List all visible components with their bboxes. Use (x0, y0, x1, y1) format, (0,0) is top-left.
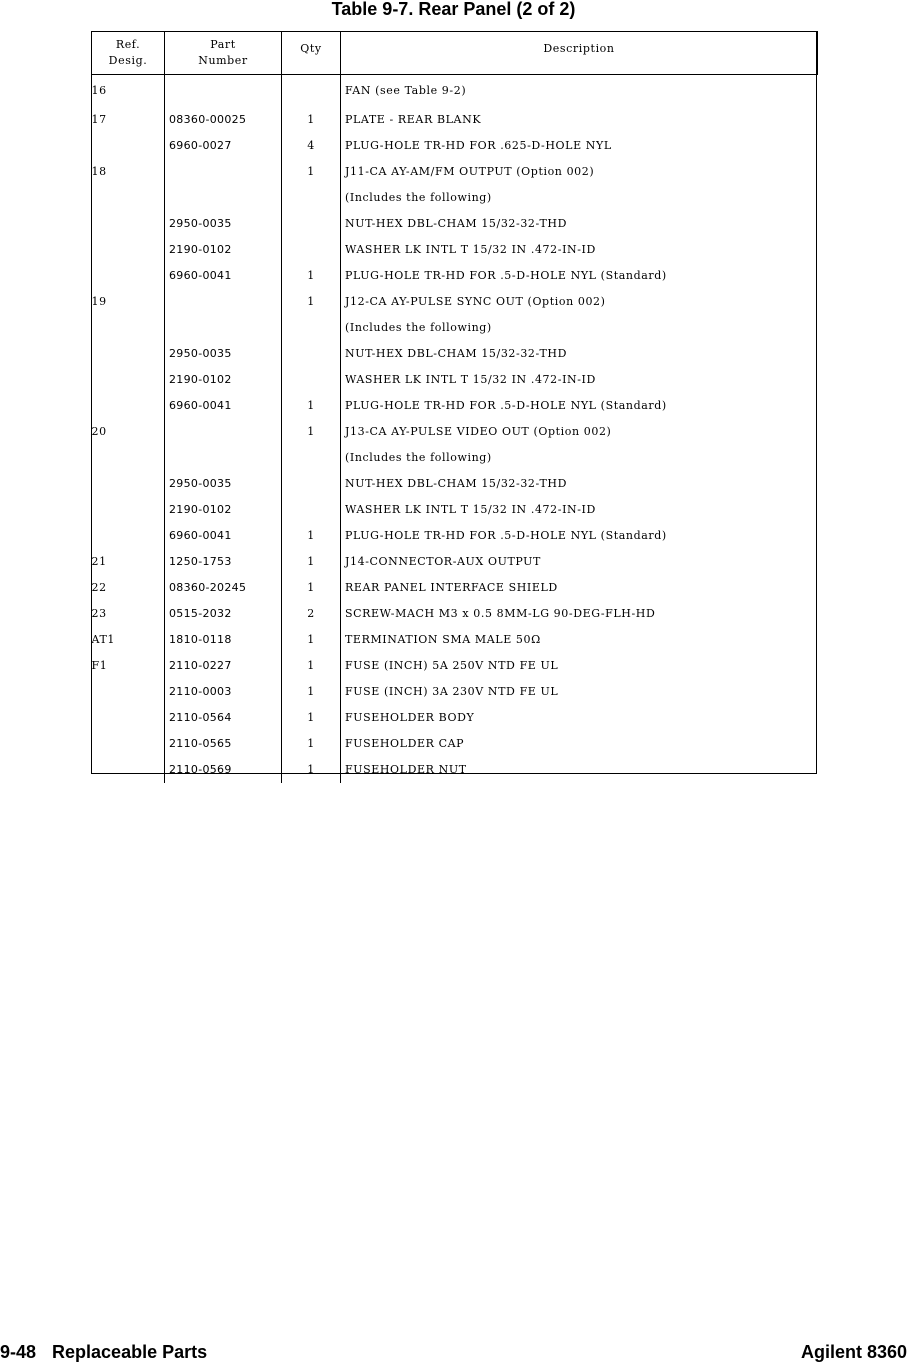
description-cell: SCREW-MACH M3 x 0.5 8MM-LG 90-DEG-FLH-HD (341, 601, 818, 627)
qty-cell: 4 (282, 133, 341, 159)
header-ref-line1: Ref. (115, 38, 141, 51)
ref-desig-cell (92, 705, 165, 731)
ref-desig-cell (92, 263, 165, 289)
table-row (92, 471, 818, 497)
description-cell: WASHER LK INTL T 15/32 IN .472-IN-ID (341, 497, 818, 523)
qty-cell: 1 (282, 523, 341, 549)
table-title: Table 9-7. Rear Panel (2 of 2) (331, 0, 576, 19)
table-row (92, 263, 818, 289)
table-row (92, 367, 818, 393)
part-number-cell: 2110-0569 (165, 757, 282, 783)
qty-cell: 1 (282, 731, 341, 757)
table-row (92, 575, 818, 601)
part-number-cell (165, 315, 282, 341)
qty-cell (282, 185, 341, 211)
part-number-cell: 2950-0035 (165, 471, 282, 497)
page-footer-left (0, 1341, 207, 1363)
table-row (92, 341, 818, 367)
qty-cell: 1 (282, 289, 341, 315)
table-row (92, 601, 818, 627)
ref-desig-cell (92, 523, 165, 549)
ref-desig-cell (92, 731, 165, 757)
table-row (92, 523, 818, 549)
part-number-cell (165, 159, 282, 185)
qty-cell (282, 497, 341, 523)
table-row (92, 289, 818, 315)
ref-desig-cell (92, 471, 165, 497)
ref-desig-cell (92, 679, 165, 705)
ref-desig-cell (92, 393, 165, 419)
part-number-cell: 2190-0102 (165, 237, 282, 263)
parts-table (91, 31, 818, 783)
part-number-cell: 2110-0565 (165, 731, 282, 757)
ref-desig-cell: F1 (92, 653, 165, 679)
product-name: Agilent 8360 (800, 1342, 907, 1362)
table-row (92, 653, 818, 679)
ref-desig-cell: 16 (92, 75, 165, 108)
description-cell: FUSEHOLDER BODY (341, 705, 818, 731)
ref-desig-cell (92, 367, 165, 393)
table-row (92, 627, 818, 653)
qty-cell (282, 211, 341, 237)
part-number-cell: 1810-0118 (165, 627, 282, 653)
part-number-cell (165, 445, 282, 471)
part-number-cell: 2110-0227 (165, 653, 282, 679)
part-number-cell (165, 75, 282, 108)
ref-desig-cell: 23 (92, 601, 165, 627)
description-cell: REAR PANEL INTERFACE SHIELD (341, 575, 818, 601)
qty-cell: 1 (282, 263, 341, 289)
qty-cell (282, 445, 341, 471)
ref-desig-cell (92, 445, 165, 471)
qty-cell: 1 (282, 679, 341, 705)
header-ref-desig (92, 32, 165, 75)
part-number-cell (165, 289, 282, 315)
qty-cell (282, 471, 341, 497)
header-ref-line2: Desig. (108, 54, 148, 67)
table-row (92, 497, 818, 523)
qty-cell (282, 367, 341, 393)
table-row (92, 705, 818, 731)
part-number-cell (165, 185, 282, 211)
description-cell: NUT-HEX DBL-CHAM 15/32-32-THD (341, 211, 818, 237)
table-row (92, 679, 818, 705)
description-cell: FAN (see Table 9-2) (341, 75, 818, 108)
description-cell: NUT-HEX DBL-CHAM 15/32-32-THD (341, 341, 818, 367)
part-number-cell: 6960-0041 (165, 523, 282, 549)
qty-cell (282, 237, 341, 263)
description-cell: WASHER LK INTL T 15/32 IN .472-IN-ID (341, 367, 818, 393)
ref-desig-cell: 21 (92, 549, 165, 575)
description-cell: (Includes the following) (341, 445, 818, 471)
description-cell: PLUG-HOLE TR-HD FOR .5-D-HOLE NYL (Standard) (341, 263, 818, 289)
ref-desig-cell (92, 497, 165, 523)
table-row (92, 315, 818, 341)
qty-cell (282, 75, 341, 108)
qty-cell: 2 (282, 601, 341, 627)
qty-cell: 1 (282, 393, 341, 419)
part-number-cell: 2950-0035 (165, 341, 282, 367)
ref-desig-cell (92, 237, 165, 263)
part-number-cell: 1250-1753 (165, 549, 282, 575)
section-title: Replaceable Parts (52, 1342, 208, 1362)
part-number-cell: 6960-0041 (165, 263, 282, 289)
table-row (92, 133, 818, 159)
table-row (92, 445, 818, 471)
description-cell: PLUG-HOLE TR-HD FOR .5-D-HOLE NYL (Standard) (341, 393, 818, 419)
part-number-cell: 0515-2032 (165, 601, 282, 627)
qty-cell: 1 (282, 549, 341, 575)
header-part-number (165, 32, 282, 75)
qty-cell: 1 (282, 705, 341, 731)
description-cell: NUT-HEX DBL-CHAM 15/32-32-THD (341, 471, 818, 497)
ref-desig-cell (92, 315, 165, 341)
header-part-line1: Part (210, 38, 236, 51)
table-row (92, 75, 818, 108)
description-cell: FUSE (INCH) 5A 250V NTD FE UL (341, 653, 818, 679)
table-row (92, 393, 818, 419)
table-row (92, 419, 818, 445)
description-cell: PLUG-HOLE TR-HD FOR .5-D-HOLE NYL (Standard) (341, 523, 818, 549)
qty-cell: 1 (282, 653, 341, 679)
ref-desig-cell (92, 341, 165, 367)
qty-cell: 1 (282, 107, 341, 133)
description-cell: WASHER LK INTL T 15/32 IN .472-IN-ID (341, 237, 818, 263)
table-row (92, 731, 818, 757)
table-row (92, 159, 818, 185)
description-cell: PLATE - REAR BLANK (341, 107, 818, 133)
description-cell: FUSEHOLDER CAP (341, 731, 818, 757)
qty-cell: 1 (282, 575, 341, 601)
part-number-cell: 08360-00025 (165, 107, 282, 133)
part-number-cell: 6960-0041 (165, 393, 282, 419)
header-part-line2: Number (198, 54, 248, 67)
qty-cell: 1 (282, 159, 341, 185)
header-description: Description (341, 32, 818, 75)
part-number-cell: 2110-0003 (165, 679, 282, 705)
part-number-cell: 2950-0035 (165, 211, 282, 237)
part-number-cell (165, 419, 282, 445)
part-number-cell: 6960-0027 (165, 133, 282, 159)
page-number: 9-48 (0, 1342, 37, 1362)
ref-desig-cell (92, 211, 165, 237)
header-qty: Qty (282, 32, 341, 75)
description-cell: FUSE (INCH) 3A 230V NTD FE UL (341, 679, 818, 705)
ref-desig-cell: 17 (92, 107, 165, 133)
description-cell: J14-CONNECTOR-AUX OUTPUT (341, 549, 818, 575)
description-cell: (Includes the following) (341, 315, 818, 341)
table-row (92, 549, 818, 575)
qty-cell: 1 (282, 757, 341, 783)
ref-desig-cell: 19 (92, 289, 165, 315)
qty-cell: 1 (282, 627, 341, 653)
ref-desig-cell (92, 185, 165, 211)
table-body (92, 75, 818, 784)
table-row (92, 211, 818, 237)
ref-desig-cell: 22 (92, 575, 165, 601)
table-row (92, 107, 818, 133)
ref-desig-cell: 20 (92, 419, 165, 445)
ref-desig-cell (92, 133, 165, 159)
qty-cell (282, 315, 341, 341)
part-number-cell: 2110-0564 (165, 705, 282, 731)
part-number-cell: 2190-0102 (165, 367, 282, 393)
ref-desig-cell: AT1 (92, 627, 165, 653)
description-cell: FUSEHOLDER NUT (341, 757, 818, 783)
description-cell: J11-CA AY-AM/FM OUTPUT (Option 002) (341, 159, 818, 185)
table-row (92, 237, 818, 263)
description-cell: PLUG-HOLE TR-HD FOR .625-D-HOLE NYL (341, 133, 818, 159)
description-cell: J13-CA AY-PULSE VIDEO OUT (Option 002) (341, 419, 818, 445)
qty-cell: 1 (282, 419, 341, 445)
description-cell: (Includes the following) (341, 185, 818, 211)
qty-cell (282, 341, 341, 367)
table-header-row (92, 32, 818, 75)
ref-desig-cell (92, 757, 165, 783)
description-cell: J12-CA AY-PULSE SYNC OUT (Option 002) (341, 289, 818, 315)
description-cell: TERMINATION SMA MALE 50Ω (341, 627, 818, 653)
part-number-cell: 08360-20245 (165, 575, 282, 601)
ref-desig-cell: 18 (92, 159, 165, 185)
part-number-cell: 2190-0102 (165, 497, 282, 523)
table-row (92, 185, 818, 211)
table-row (92, 757, 818, 783)
